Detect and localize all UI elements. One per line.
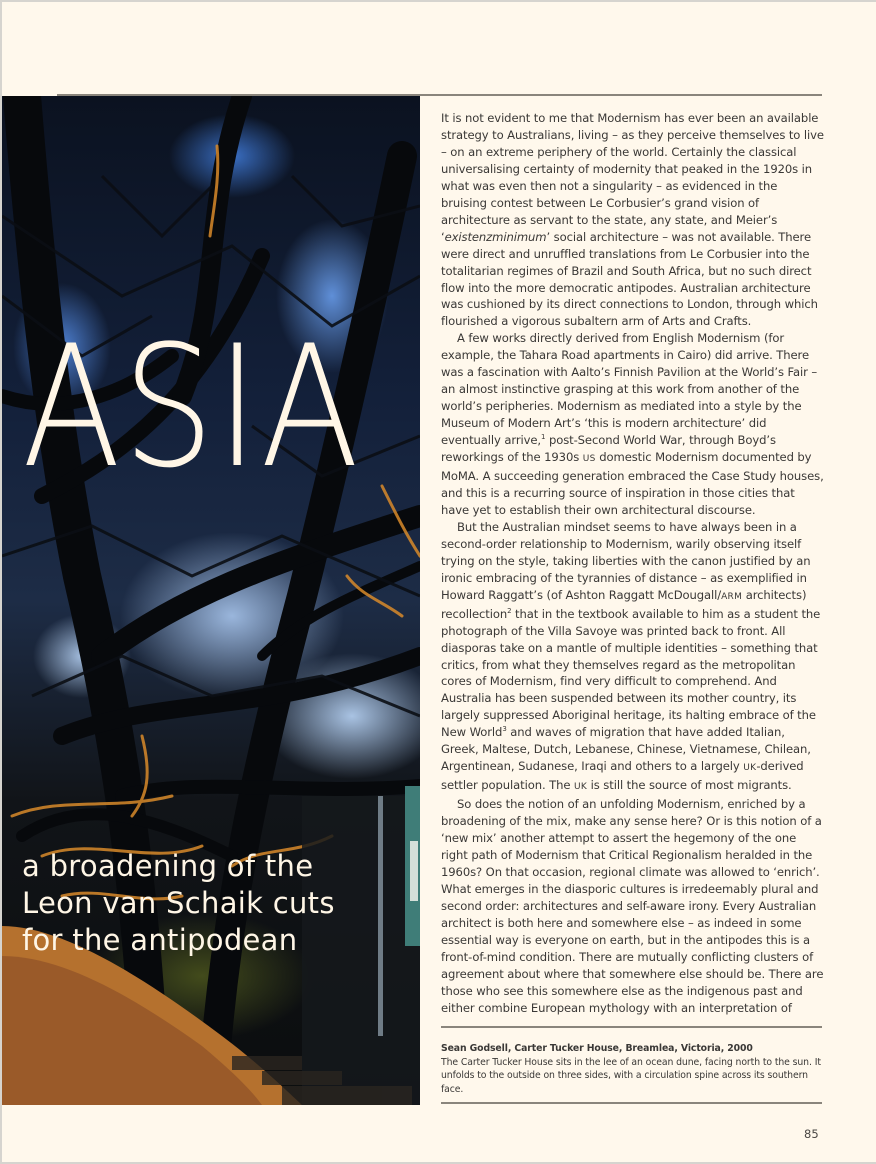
subhead-line: Leon van Schaik cuts — [22, 886, 335, 920]
text-segment: architects) recollection — [441, 587, 807, 621]
text-segment: UK — [743, 763, 757, 774]
caption-title: Sean Godsell, Carter Tucker House, Breamlea, Victoria, 2000 — [441, 1043, 753, 1054]
page-number: 85 — [804, 1127, 819, 1141]
text-segment: post-Second World War, through Boyd’s reworkings of the 1930s — [441, 433, 776, 465]
caption-text: The Carter Tucker House sits in the lee of an ocean dune, facing north to the sun. It unfolds to the outside on three sides, with a circulation spine across its southern face. — [441, 1056, 821, 1095]
subhead-line: a broadening of the — [22, 849, 314, 883]
caption-top-rule — [441, 1026, 822, 1028]
article-body — [441, 110, 825, 1017]
text-segment: domestic Modernism documented by MoMA. A succeeding generation embraced the Case Study houses, and this is a recurring source of inspiration in those cities that have yet to establish their own architectural discourse. — [441, 450, 824, 517]
subhead-line: for the antipodean — [22, 923, 298, 957]
text-segment: and waves of migration that have added Italian, Greek, Maltese, Dutch, Lebanese, Chinese, Vietnamese, Chilean, Argentinean, Sudanese, Iraqi and others to a largely — [441, 725, 811, 774]
footnote-marker: 3 — [502, 725, 507, 734]
footnote-marker: 2 — [507, 606, 512, 615]
text-segment: -derived settler population. The — [441, 759, 804, 793]
text-segment: UK — [573, 782, 588, 793]
photo-caption — [441, 1042, 831, 1096]
article-paragraph — [441, 110, 825, 330]
footnote-marker: 1 — [541, 433, 546, 442]
text-segment: A few works directly derived from English Modernism (for example, the Tahara Road apartments in Cairo) did arrive. There was a fascination with Aalto’s Finnish Pavilion at the World’s Fair – an almost instinctive grasping at this work from another of the world’s peripheries. Modernism as mediated into a style by the Museum of Modern Art’s ‘this is modern architecture’ did eventually arrive, — [441, 331, 818, 448]
article-paragraph — [441, 796, 825, 1016]
article-paragraph — [441, 330, 825, 518]
caption-bottom-rule — [441, 1102, 822, 1104]
text-segment: But the Australian mindset seems to have always been in a second-order relationship to Modernism, warily observing itself trying on the style, taking liberties with the canon justified by an ironic embracing of the tyrannies of distance – as exemplified in Howard Raggatt’s (of Ashton Raggatt McDougall/ — [441, 519, 811, 602]
text-segment: It is not evident to me that Modernism has ever been an available strategy to Australians, living – as they perceive themselves to live – on an extreme periphery of the world. Certainly the classical universalising certainty of modernity that peaked in the 1920s in what was even then not a singularity – as evidenced in the bruising contest between Le Corbusier’s grand vision of architecture as servant to the state, any state, and Meier’s ‘ — [441, 111, 824, 244]
text-segment: US — [582, 454, 596, 465]
text-segment: So does the notion of an unfolding Modernism, enriched by a broadening of the mix, make any sense here? Or is this notion of a ‘new mix’ another attempt to assert the hegemony of the one right path of Modernism that Critical Regionalism heralded in the 1960s? On that occasion, regional climate was allowed to ‘enrich’. What emerges in the diasporic cultures is irredeemably plural and second order: architectures and self-aware irony. Every Australian architect is both here and somewhere else – as indeed in some essential way is everyone on earth, but in the antipodes this is a front-of-mind condition. There are mutually conflicting clusters of agreement about where that somewhere else should be. There are those who see this somewhere else as the indigenous past and either combine European mythology with an interpretation of — [441, 797, 824, 1015]
text-segment: ARM — [721, 591, 743, 602]
feature-subhead — [22, 848, 412, 959]
text-segment: ’ social architecture – was not available. There were direct and unruffled translations from Le Corbusier into the totalitarian regimes of Brazil and South Africa, but no such direct flow into the more democratic antipodes. Australian architecture was cushioned by its direct connections to London, through which flourished a vigorous subaltern arm of Arts and Crafts. — [441, 229, 818, 329]
feature-photo — [2, 96, 420, 1105]
text-segment: existenzminimum — [444, 229, 547, 244]
article-paragraph — [441, 519, 825, 796]
feature-headline: ASIA — [22, 309, 361, 505]
text-segment: that in the textbook available to him as a student the photograph of the Villa Savoye was printed back to front. All diasporas take on a mantle of multiple identities – something that critics, from what they themselves regard as the metropolitan cores of Modernism, find very difficult to comprehend. And Australia has been suspended between its mother country, its largely suppressed Aboriginal heritage, its halting embrace of the New World — [441, 606, 821, 740]
text-segment: is still the source of most migrants. — [587, 778, 792, 793]
magazine-page — [2, 2, 876, 1162]
